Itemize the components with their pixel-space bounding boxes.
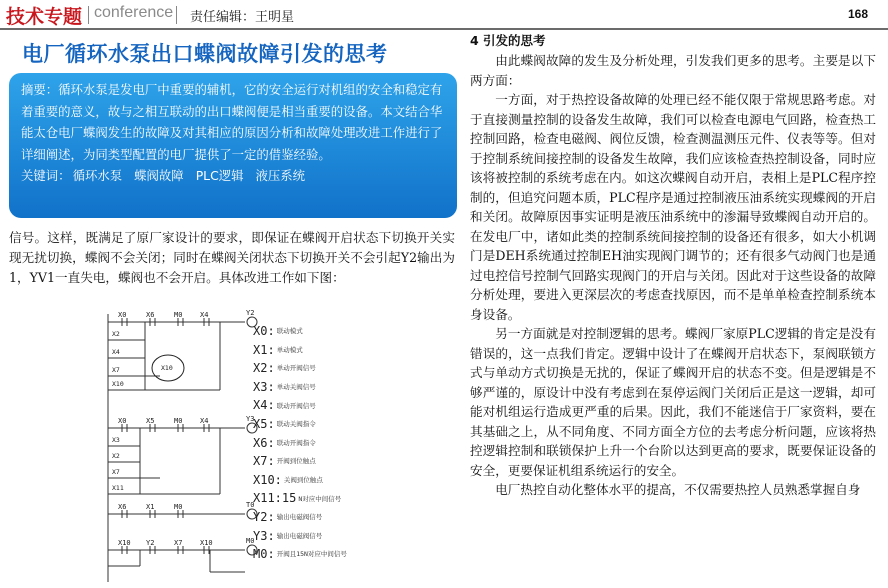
contact-label: X0 xyxy=(118,311,127,319)
body-paragraph: 另一方面就是对控制逻辑的思考。蝶阀厂家原PLC逻辑的肯定是没有错误的，这一点我们肯定。逻辑中设计了在蝶阀开启状态下，泵阀联锁方式与单动方式切换是无扰的，保证了蝶阀开启的状态不变。但是逻辑是不够严谨的，原设计中没有考虑到在泵停运阀门关闭后正是这一逻辑，却可能对机组运行造成更严重的后果。因此，我们不能迷信于厂家资料，要在其基础之上，从不同角度、不同方面全方位的去考虑分析问题，应该将热控逻辑控制和联锁保护上升一个台阶以达到更高的要求，既要保证设备的安全，更要保证机组系统运行的安全。 xyxy=(470,326,876,478)
abstract-text: 摘要：循环水泵是发电厂中重要的辅机，它的安全运行对机组的安全和稳定有着重要的意义，故与之相互联动的出口蝶阀便是相当重要的设备。本文结合华能太仓电厂蝶阀发生的故障及对其相应的原因分析和故障处理改进工作进行了详细阐述，为同类型配置的电厂提供了一定的借鉴经验。 xyxy=(21,82,443,162)
contact-label: X7 xyxy=(174,539,183,547)
legend-code: Y3: xyxy=(253,528,275,543)
legend-desc: N对应中间信号 xyxy=(298,494,342,503)
legend-item xyxy=(253,415,347,434)
keyword: 循环水泵 xyxy=(72,168,123,183)
legend-desc: 输出电磁阀信号 xyxy=(276,513,323,522)
branch-label: X3 xyxy=(112,436,120,444)
contact-label: X6 xyxy=(118,503,127,511)
legend-code: Y2: xyxy=(253,509,275,524)
legend-code: X4: xyxy=(253,398,275,413)
legend-code: X6: xyxy=(253,435,275,450)
legend-desc: 单动关阀信号 xyxy=(276,382,316,391)
legend-item xyxy=(253,508,347,527)
legend-desc: 联动关阀指令 xyxy=(276,420,316,429)
header-divider xyxy=(88,6,89,24)
legend-code: X11:15 xyxy=(253,491,297,506)
legend-desc: 联动模式 xyxy=(276,327,303,336)
legend-item xyxy=(253,471,347,490)
branch-label: X7 xyxy=(112,366,120,374)
branch-label: X11 xyxy=(112,484,124,492)
legend-code: X0: xyxy=(253,324,275,338)
coil-label: Y2 xyxy=(246,310,255,317)
coil-label: M0 xyxy=(246,537,255,545)
keyword: PLC逻辑 xyxy=(195,168,244,183)
legend-item xyxy=(253,545,347,564)
branch-label: X7 xyxy=(112,468,120,476)
legend-code: X3: xyxy=(253,379,275,394)
contact-label: Y2 xyxy=(146,539,155,547)
keywords-line xyxy=(21,165,447,187)
legend-item xyxy=(253,527,347,546)
contact-label: X5 xyxy=(146,417,155,425)
branch-label: X2 xyxy=(112,330,120,338)
legend-desc: 单动模式 xyxy=(276,345,303,354)
legend-code: X1: xyxy=(253,342,275,357)
legend-item xyxy=(253,322,347,341)
legend-item xyxy=(253,341,347,360)
header-rule xyxy=(0,28,888,30)
contact-label: X6 xyxy=(146,311,155,319)
contact-label: X0 xyxy=(118,417,127,425)
coil-label: T0 xyxy=(246,501,255,509)
contact-label: M0 xyxy=(174,311,183,319)
legend-item xyxy=(253,434,347,453)
header-divider xyxy=(176,6,177,24)
legend-code: X2: xyxy=(253,361,275,376)
legend-item xyxy=(253,489,347,508)
keyword: 蝶阀故障 xyxy=(134,168,184,183)
coil-label: Y3 xyxy=(246,415,255,423)
body-paragraph: 电厂热控自动化整体水平的提高，不仅需要热控人员熟悉掌握自身 xyxy=(495,482,861,497)
body-paragraph: 一方面，对于热控设备故障的处理已经不能仅限于常规思路考虑。对于直接测量控制的设备发生故障，我们可以检查电源电气回路，检查热工控制回路，检查电磁阀、阀位反馈，检查测温测压元件、仪表等等。但对于控制系统间接控制的设备发生故障，我们应该检查热控制设备，同时应该将被控制的系统考虑在内。如这次蝶阀自动开启，表相上是PLC程序控制的，但追究问题本质，PLC程序是通过控制液压油系统实现蝶阀的开启和关闭。故障原因事实证明是液压油系统中的渗漏导致蝶阀自动开启的。在发电厂中，诸如此类的控制系统间接控制的设备还有很多，如大小机调门是DEH系统通过控制EH油实现阀门调节的；还有很多气动阀门也是通过电控信号控制气回路实现阀门的开启与关闭。因此对于这些设备的故障分析处理，要进入更深层次的考虑查找原因，而不是单单检查控制系统本身设备。 xyxy=(470,92,876,322)
right-column-text xyxy=(470,51,876,500)
editor-credit: 责任编辑：王明星 xyxy=(190,10,295,25)
legend-item xyxy=(253,378,347,397)
section-subtitle: conference xyxy=(94,4,174,21)
section-heading: 4 引发的思考 xyxy=(470,33,546,48)
contact-label: X4 xyxy=(200,417,209,425)
abstract-box xyxy=(9,73,457,218)
legend-item xyxy=(253,359,347,378)
legend-code: X5: xyxy=(253,416,275,431)
branch-label: X4 xyxy=(112,348,120,356)
legend-desc: 关阀到位触点 xyxy=(283,475,323,484)
body-paragraph: 信号。这样，既满足了原厂家设计的要求，即保证在蝶阀开启状态下切换开关实现无扰切换，蝶阀不会关闭；同时在蝶阀关闭状态下切换开关不会引起Y2输出为1，YV1一直失电，蝶阀也不会开启。具体改进工作如下图： xyxy=(9,230,455,285)
article-title: 电厂循环水泵出口蝶阀故障引发的思考 xyxy=(22,42,388,66)
keyword: 液压系统 xyxy=(255,168,306,183)
legend-code: X10: xyxy=(253,472,282,487)
left-column-text xyxy=(9,228,455,288)
legend-item xyxy=(253,396,347,415)
legend-code: X7: xyxy=(253,454,275,469)
legend-code: M0: xyxy=(253,547,275,562)
keywords-label: 关键词： xyxy=(21,168,71,183)
page-number: 168 xyxy=(848,7,869,21)
contact-label: M0 xyxy=(174,417,183,425)
section-brand: 技术专题 xyxy=(6,6,83,28)
contact-label: X10 xyxy=(200,539,213,547)
contact-label: X10 xyxy=(118,539,131,547)
legend-desc: 联动开阀指令 xyxy=(276,438,316,447)
legend-desc: 开阀到位触点 xyxy=(276,457,316,466)
highlight-label: X10 xyxy=(161,364,173,372)
contact-label: M0 xyxy=(174,503,183,511)
branch-label: X2 xyxy=(112,452,120,460)
contact-label: X1 xyxy=(146,503,155,511)
legend-desc: 联动开阀信号 xyxy=(276,401,316,410)
figure-legend xyxy=(253,322,347,564)
legend-desc: 输出电磁阀信号 xyxy=(276,531,323,540)
page-header xyxy=(0,0,888,28)
contact-label: X4 xyxy=(200,311,209,319)
body-paragraph: 由此蝶阀故障的发生及分析处理，引发我们更多的思考。主要是以下两方面： xyxy=(470,53,876,88)
branch-label: X10 xyxy=(112,380,124,388)
legend-desc: 单动开阀信号 xyxy=(276,364,316,373)
legend-item xyxy=(253,452,347,471)
legend-desc: 开阀且15N对应中间信号 xyxy=(276,550,347,559)
